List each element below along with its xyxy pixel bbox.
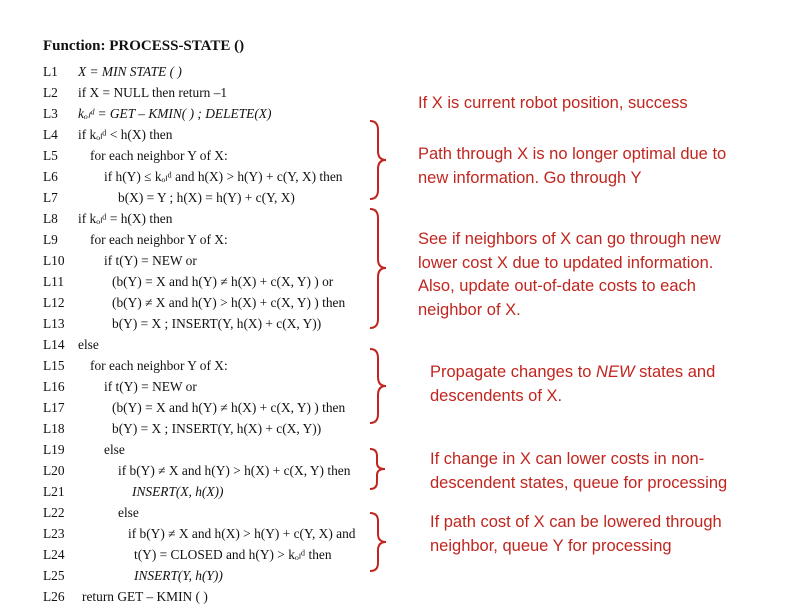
code-line [43, 166, 342, 187]
code-line [43, 103, 271, 124]
line-number: L19 [43, 442, 65, 457]
annotation-line: neighbor of X. [418, 300, 521, 319]
annotation-propagate-changes [430, 361, 715, 408]
line-number: L5 [43, 148, 58, 163]
brace-l4-l7 [368, 118, 396, 202]
line-number: L1 [43, 64, 58, 79]
line-number: L23 [43, 526, 65, 541]
annotation-line: neighbor, queue Y for processing [430, 536, 672, 555]
line-number: L22 [43, 505, 65, 520]
code-line [43, 544, 332, 565]
code-text: else [118, 505, 139, 520]
annotation-neighbors-lower-cost [418, 228, 721, 322]
code-text: (b(Y) ≠ X and h(Y) > h(X) + c(X, Y) ) then [112, 295, 346, 310]
code-text: for each neighbor Y of X: [90, 232, 228, 247]
code-text: if kₒₗᵈ < h(X) then [78, 127, 173, 142]
annotation-line: Path through X is no longer optimal due to [418, 145, 727, 163]
code-line [43, 187, 295, 208]
code-text: (b(Y) = X and h(Y) ≠ h(X) + c(X, Y) ) then [112, 400, 346, 415]
code-line [43, 586, 208, 607]
code-line [43, 145, 228, 166]
code-text: b(Y) = X ; INSERT(Y, h(X) + c(X, Y)) [112, 421, 322, 436]
annotation-success [418, 92, 688, 116]
code-line [43, 229, 228, 250]
annotation-text: states and [634, 363, 716, 381]
line-number: L25 [43, 568, 65, 583]
code-text: if b(Y) ≠ X and h(Y) > h(X) + c(X, Y) then [118, 463, 351, 478]
line-number: L4 [43, 127, 58, 142]
line-number: L12 [43, 295, 65, 310]
code-text: INSERT(X, h(X)) [132, 484, 224, 499]
line-number: L2 [43, 85, 58, 100]
line-number: L21 [43, 484, 65, 499]
annotation-text: Propagate changes to [430, 363, 597, 381]
code-text: (b(Y) = X and h(Y) ≠ h(X) + c(X, Y) ) or [112, 274, 334, 289]
code-line [43, 250, 197, 271]
line-number: L26 [43, 589, 65, 604]
line-number: L10 [43, 253, 65, 268]
annotation-emphasis: NEW [596, 363, 635, 381]
annotation-line: If X is current robot position, success [418, 94, 688, 112]
code-text: if kₒₗᵈ = h(X) then [78, 211, 173, 226]
line-number: L13 [43, 316, 65, 331]
annotation-line: descendent states, queue for processing [430, 473, 728, 492]
brace-l20-l21 [368, 446, 396, 492]
brace-l8-l13 [368, 206, 396, 331]
brace-l23-l25 [368, 510, 396, 574]
code-text: INSERT(Y, h(Y)) [134, 568, 223, 583]
annotation-line: descendents of X. [430, 386, 563, 405]
code-line [43, 124, 172, 145]
code-text: t(Y) = CLOSED and h(Y) > kₒₗᵈ then [134, 547, 332, 562]
annotation-queue-non-descendent [430, 448, 727, 495]
code-line [43, 523, 355, 544]
line-number: L14 [43, 337, 65, 352]
code-line [43, 313, 321, 334]
annotation-line: See if neighbors of X can go through new [418, 230, 721, 248]
code-text: for each neighbor Y of X: [90, 358, 228, 373]
code-text: kₒₗᵈ = GET – KMIN( ) ; DELETE(X) [78, 106, 272, 121]
brace-l15-l18 [368, 346, 396, 426]
code-text: for each neighbor Y of X: [90, 148, 228, 163]
code-text: if t(Y) = NEW or [104, 379, 197, 394]
line-number: L20 [43, 463, 65, 478]
code-text: X = MIN STATE ( ) [78, 64, 182, 79]
line-number: L18 [43, 421, 65, 436]
annotation-path-not-optimal [418, 143, 726, 190]
line-number: L11 [43, 274, 65, 289]
line-number: L24 [43, 547, 65, 562]
annotation-line: If path cost of X can be lowered through [430, 513, 722, 531]
code-line [43, 271, 333, 292]
code-line [43, 418, 321, 439]
annotation-line: Also, update out-of-date costs to each [418, 277, 696, 295]
line-number: L6 [43, 169, 58, 184]
annotation-queue-neighbor [430, 511, 722, 558]
code-line [43, 355, 228, 376]
code-text: else [104, 442, 125, 457]
code-text: if h(Y) ≤ kₒₗᵈ and h(X) > h(Y) + c(Y, X) then [104, 169, 343, 184]
code-text: else [78, 337, 99, 352]
line-number: L8 [43, 211, 58, 226]
annotation-line: lower cost X due to updated information. [418, 253, 714, 272]
code-line [43, 439, 125, 460]
code-line [43, 481, 223, 502]
annotation-line: new information. Go through Y [418, 168, 642, 187]
code-line [43, 565, 223, 586]
code-line [43, 334, 99, 355]
code-line [43, 460, 350, 481]
line-number: L3 [43, 106, 58, 121]
line-number: L7 [43, 190, 58, 205]
code-line [43, 61, 182, 82]
code-line [43, 208, 172, 229]
line-number: L16 [43, 379, 65, 394]
code-line [43, 292, 345, 313]
code-line [43, 82, 227, 103]
annotation-line [430, 361, 715, 385]
code-text: return GET – KMIN ( ) [82, 589, 208, 604]
line-number: L17 [43, 400, 65, 415]
function-title: Function: PROCESS-STATE () [43, 38, 245, 54]
code-text: if b(Y) ≠ X and h(X) > h(Y) + c(Y, X) and [128, 526, 356, 541]
code-text: b(X) = Y ; h(X) = h(Y) + c(Y, X) [118, 190, 295, 205]
line-number: L15 [43, 358, 65, 373]
code-text: b(Y) = X ; INSERT(Y, h(X) + c(X, Y)) [112, 316, 322, 331]
code-text: if t(Y) = NEW or [104, 253, 197, 268]
code-line [43, 376, 197, 397]
line-number: L9 [43, 232, 58, 247]
code-line [43, 502, 139, 523]
code-text: if X = NULL then return –1 [78, 85, 228, 100]
annotation-line: If change in X can lower costs in non- [430, 450, 705, 468]
code-line [43, 397, 345, 418]
